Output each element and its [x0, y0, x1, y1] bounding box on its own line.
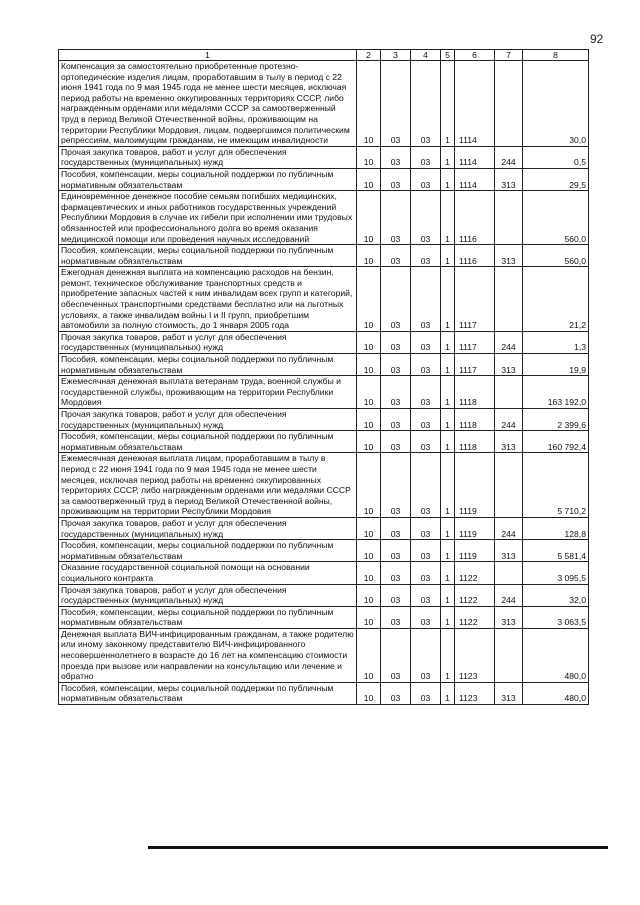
subsection-code-cell: 03 — [381, 354, 411, 376]
program-code-cell: 03 — [411, 245, 441, 267]
section-code-cell: 10 — [357, 331, 381, 353]
program-code-cell: 03 — [411, 453, 441, 518]
amount-cell: 1,3 — [523, 331, 589, 353]
program-code-cell: 03 — [411, 376, 441, 409]
subsection-code-cell: 03 — [381, 453, 411, 518]
subsection-code-cell: 03 — [381, 267, 411, 332]
target-code-cell: 1114 — [455, 61, 495, 147]
target-code-cell: 1118 — [455, 376, 495, 409]
column-header: 5 — [441, 50, 455, 61]
section-code-cell: 10 — [357, 267, 381, 332]
target-code-cell: 1122 — [455, 606, 495, 628]
description-cell: Компенсация за самостоятельно приобретенные протезно-ортопедические изделия лицам, проработавшим в тылу в период с 22 июня 1941 года по 9 мая 1945 года не менее шести месяцев, исключая период работы на временно оккупированных территориях СССР, либо награжденным орденами или медалями СССР за самоотверженный труд в период Великой Отечественной войны, проживающим на территории Республики Мордовия, лицам, подвергшимся политическим репрессиям, малоимущим гражданам, не имеющим инвалидности — [59, 61, 357, 147]
section-code-cell: 10 — [357, 354, 381, 376]
table-row — [59, 267, 589, 332]
description-cell: Прочая закупка товаров, работ и услуг для обеспечения государственных (муниципальных) нужд — [59, 584, 357, 606]
target-code-cell: 1122 — [455, 584, 495, 606]
program-code-cell: 03 — [411, 517, 441, 539]
expense-type-cell — [495, 628, 523, 682]
subsection-code-cell: 03 — [381, 606, 411, 628]
amount-cell: 163 192,0 — [523, 376, 589, 409]
subprogram-code-cell: 1 — [441, 168, 455, 190]
table-header-row — [59, 50, 589, 61]
column-header: 1 — [59, 50, 357, 61]
table-row — [59, 409, 589, 431]
bottom-rule — [148, 846, 608, 849]
target-code-cell: 1114 — [455, 146, 495, 168]
program-code-cell: 03 — [411, 191, 441, 245]
subprogram-code-cell: 1 — [441, 409, 455, 431]
subsection-code-cell: 03 — [381, 191, 411, 245]
description-cell: Пособия, компенсации, меры социальной поддержки по публичным нормативным обязательствам — [59, 431, 357, 453]
target-code-cell: 1114 — [455, 168, 495, 190]
subsection-code-cell: 03 — [381, 431, 411, 453]
description-cell: Прочая закупка товаров, работ и услуг для обеспечения государственных (муниципальных) нужд — [59, 409, 357, 431]
amount-cell: 560,0 — [523, 245, 589, 267]
program-code-cell: 03 — [411, 431, 441, 453]
subprogram-code-cell: 1 — [441, 146, 455, 168]
section-code-cell: 10 — [357, 431, 381, 453]
description-cell: Прочая закупка товаров, работ и услуг для обеспечения государственных (муниципальных) нужд — [59, 146, 357, 168]
column-header: 3 — [381, 50, 411, 61]
table-row — [59, 562, 589, 584]
subprogram-code-cell: 1 — [441, 331, 455, 353]
table-row — [59, 606, 589, 628]
program-code-cell: 03 — [411, 354, 441, 376]
description-cell: Пособия, компенсации, меры социальной поддержки по публичным нормативным обязательствам — [59, 168, 357, 190]
subsection-code-cell: 03 — [381, 245, 411, 267]
subprogram-code-cell: 1 — [441, 61, 455, 147]
table-row — [59, 584, 589, 606]
amount-cell: 480,0 — [523, 682, 589, 704]
subprogram-code-cell: 1 — [441, 682, 455, 704]
amount-cell: 3 063,5 — [523, 606, 589, 628]
section-code-cell: 10 — [357, 168, 381, 190]
section-code-cell: 10 — [357, 562, 381, 584]
subsection-code-cell: 03 — [381, 146, 411, 168]
expense-type-cell: 244 — [495, 409, 523, 431]
subprogram-code-cell: 1 — [441, 540, 455, 562]
subprogram-code-cell: 1 — [441, 431, 455, 453]
table-row — [59, 245, 589, 267]
amount-cell: 29,5 — [523, 168, 589, 190]
section-code-cell: 10 — [357, 245, 381, 267]
subsection-code-cell: 03 — [381, 562, 411, 584]
subsection-code-cell: 03 — [381, 409, 411, 431]
budget-table — [58, 49, 589, 705]
subsection-code-cell: 03 — [381, 331, 411, 353]
section-code-cell: 10 — [357, 584, 381, 606]
target-code-cell: 1116 — [455, 191, 495, 245]
amount-cell: 32,0 — [523, 584, 589, 606]
subsection-code-cell: 03 — [381, 168, 411, 190]
table-row — [59, 191, 589, 245]
amount-cell: 0,5 — [523, 146, 589, 168]
table-row — [59, 146, 589, 168]
target-code-cell: 1116 — [455, 245, 495, 267]
description-cell: Оказание государственной социальной помощи на основании социального контракта — [59, 562, 357, 584]
description-cell: Ежегодная денежная выплата на компенсацию расходов на бензин, ремонт, техническое обслуживание транспортных средств и приобретение запасных частей к ним инвалидам всех групп и категорий, обеспеченных транспортными средствами бесплатно или на льготных условиях, а также инвалидам войны I и II групп, приобретшим автомобили за полную стоимость, до 1 января 2005 года — [59, 267, 357, 332]
expense-type-cell — [495, 453, 523, 518]
description-cell: Пособия, компенсации, меры социальной поддержки по публичным нормативным обязательствам — [59, 245, 357, 267]
table-row — [59, 376, 589, 409]
target-code-cell: 1117 — [455, 331, 495, 353]
subsection-code-cell: 03 — [381, 584, 411, 606]
table-row — [59, 168, 589, 190]
subsection-code-cell: 03 — [381, 61, 411, 147]
subsection-code-cell: 03 — [381, 682, 411, 704]
amount-cell: 5 710,2 — [523, 453, 589, 518]
expense-type-cell: 313 — [495, 431, 523, 453]
expense-type-cell — [495, 562, 523, 584]
section-code-cell: 10 — [357, 628, 381, 682]
amount-cell: 128,8 — [523, 517, 589, 539]
amount-cell: 3 095,5 — [523, 562, 589, 584]
target-code-cell: 1118 — [455, 409, 495, 431]
subprogram-code-cell: 1 — [441, 376, 455, 409]
amount-cell: 2 399,6 — [523, 409, 589, 431]
program-code-cell: 03 — [411, 61, 441, 147]
expense-type-cell — [495, 376, 523, 409]
table-row — [59, 682, 589, 704]
section-code-cell: 10 — [357, 376, 381, 409]
column-header: 2 — [357, 50, 381, 61]
column-header: 4 — [411, 50, 441, 61]
subprogram-code-cell: 1 — [441, 354, 455, 376]
expense-type-cell: 313 — [495, 606, 523, 628]
description-cell: Прочая закупка товаров, работ и услуг для обеспечения государственных (муниципальных) нужд — [59, 517, 357, 539]
expense-type-cell: 244 — [495, 331, 523, 353]
expense-type-cell — [495, 267, 523, 332]
program-code-cell: 03 — [411, 146, 441, 168]
subprogram-code-cell: 1 — [441, 453, 455, 518]
amount-cell: 160 792,4 — [523, 431, 589, 453]
subsection-code-cell: 03 — [381, 540, 411, 562]
expense-type-cell — [495, 61, 523, 147]
section-code-cell: 10 — [357, 606, 381, 628]
subprogram-code-cell: 1 — [441, 584, 455, 606]
program-code-cell: 03 — [411, 331, 441, 353]
description-cell: Ежемесячная денежная выплата ветеранам труда, военной службы и государственной службы, проживающим на территории Республики Мордовия — [59, 376, 357, 409]
column-header: 8 — [523, 50, 589, 61]
subprogram-code-cell: 1 — [441, 628, 455, 682]
description-cell: Пособия, компенсации, меры социальной поддержки по публичным нормативным обязательствам — [59, 682, 357, 704]
description-cell: Пособия, компенсации, меры социальной поддержки по публичным нормативным обязательствам — [59, 606, 357, 628]
section-code-cell: 10 — [357, 409, 381, 431]
expense-type-cell: 313 — [495, 245, 523, 267]
expense-type-cell: 244 — [495, 517, 523, 539]
program-code-cell: 03 — [411, 540, 441, 562]
expense-type-cell: 313 — [495, 354, 523, 376]
target-code-cell: 1123 — [455, 628, 495, 682]
amount-cell: 5 581,4 — [523, 540, 589, 562]
subprogram-code-cell: 1 — [441, 267, 455, 332]
expense-type-cell: 313 — [495, 682, 523, 704]
subprogram-code-cell: 1 — [441, 517, 455, 539]
subsection-code-cell: 03 — [381, 628, 411, 682]
section-code-cell: 10 — [357, 146, 381, 168]
expense-type-cell: 313 — [495, 540, 523, 562]
amount-cell: 30,0 — [523, 61, 589, 147]
section-code-cell: 10 — [357, 453, 381, 518]
page-number: 92 — [590, 32, 604, 46]
target-code-cell: 1122 — [455, 562, 495, 584]
program-code-cell: 03 — [411, 584, 441, 606]
target-code-cell: 1117 — [455, 354, 495, 376]
program-code-cell: 03 — [411, 409, 441, 431]
target-code-cell: 1118 — [455, 431, 495, 453]
column-header: 7 — [495, 50, 523, 61]
subprogram-code-cell: 1 — [441, 191, 455, 245]
subsection-code-cell: 03 — [381, 517, 411, 539]
target-code-cell: 1119 — [455, 540, 495, 562]
description-cell: Пособия, компенсации, меры социальной поддержки по публичным нормативным обязательствам — [59, 540, 357, 562]
target-code-cell: 1119 — [455, 453, 495, 518]
program-code-cell: 03 — [411, 168, 441, 190]
table-row — [59, 517, 589, 539]
target-code-cell: 1123 — [455, 682, 495, 704]
description-cell: Ежемесячная денежная выплата лицам, проработавшим в тылу в период с 22 июня 1941 года по 9 мая 1945 года не менее шести месяцев, исключая период работы на временно оккупированных территориях СССР, либо награжденным орденами или медалями СССР за самоотверженный труд в период Великой Отечественной войны, проживающим на территории Республики Мордовия — [59, 453, 357, 518]
table-row — [59, 331, 589, 353]
section-code-cell: 10 — [357, 540, 381, 562]
expense-type-cell — [495, 191, 523, 245]
section-code-cell: 10 — [357, 61, 381, 147]
subprogram-code-cell: 1 — [441, 562, 455, 584]
subprogram-code-cell: 1 — [441, 245, 455, 267]
amount-cell: 480,0 — [523, 628, 589, 682]
description-cell: Денежная выплата ВИЧ-инфицированным гражданам, а также родителю или иному законному представителю ВИЧ-инфицированного несовершеннолетнего в возрасте до 16 лет на компенсацию стоимости проезда при вызове или направлении на консультацию или лечение и обратно — [59, 628, 357, 682]
amount-cell: 21,2 — [523, 267, 589, 332]
program-code-cell: 03 — [411, 628, 441, 682]
table-row — [59, 628, 589, 682]
description-cell: Пособия, компенсации, меры социальной поддержки по публичным нормативным обязательствам — [59, 354, 357, 376]
expense-type-cell: 244 — [495, 146, 523, 168]
subsection-code-cell: 03 — [381, 376, 411, 409]
table-row — [59, 540, 589, 562]
table-row — [59, 453, 589, 518]
program-code-cell: 03 — [411, 606, 441, 628]
table-row — [59, 431, 589, 453]
amount-cell: 19,9 — [523, 354, 589, 376]
section-code-cell: 10 — [357, 682, 381, 704]
expense-type-cell: 244 — [495, 584, 523, 606]
section-code-cell: 10 — [357, 517, 381, 539]
subprogram-code-cell: 1 — [441, 606, 455, 628]
program-code-cell: 03 — [411, 562, 441, 584]
expense-type-cell: 313 — [495, 168, 523, 190]
description-cell: Прочая закупка товаров, работ и услуг для обеспечения государственных (муниципальных) нужд — [59, 331, 357, 353]
target-code-cell: 1119 — [455, 517, 495, 539]
column-header: 6 — [455, 50, 495, 61]
description-cell: Единовременное денежное пособие семьям погибших медицинских, фармацевтических и иных работников государственных учреждений Республики Мордовия в случае их гибели при исполнении ими трудовых обязанностей или профессионального долга во время оказания медицинской помощи или проведения научных исследований — [59, 191, 357, 245]
amount-cell: 560,0 — [523, 191, 589, 245]
table-body — [59, 61, 589, 705]
section-code-cell: 10 — [357, 191, 381, 245]
table-row — [59, 61, 589, 147]
program-code-cell: 03 — [411, 267, 441, 332]
target-code-cell: 1117 — [455, 267, 495, 332]
program-code-cell: 03 — [411, 682, 441, 704]
table-row — [59, 354, 589, 376]
